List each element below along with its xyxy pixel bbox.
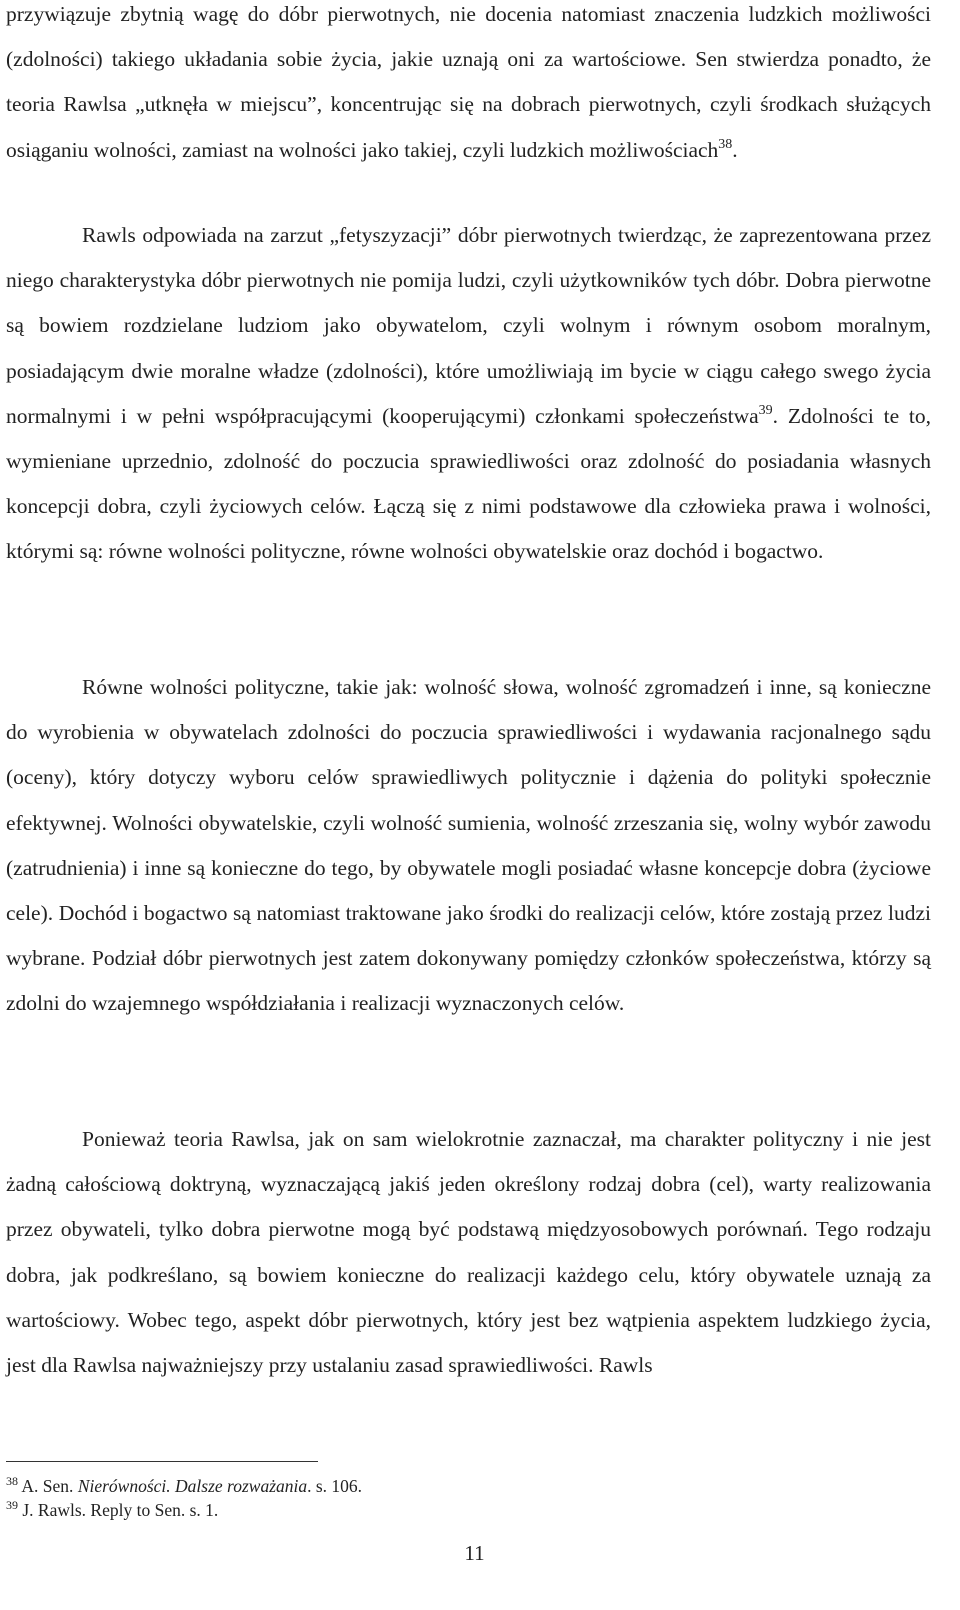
footnote-author: J. Rawls. Reply to Sen. s. 1. (22, 1500, 219, 1520)
paragraph-1 (6, 0, 931, 173)
footnote-separator (6, 1461, 318, 1462)
paragraph-text: przywiązuje zbytnią wagę do dóbr pierwotnych, nie docenia natomiast znaczenia ludzkich możliwości (zdolności) takiego układania sobie życia, jakie uznają oni za wartościowe. Sen stwierdza ponadto, że teoria Rawlsa „utknęła w miejscu”, koncentrując się na dobrach pierwotnych, czyli środkach służących osiąganiu wolności, zamiast na wolności jako takiej, czyli ludzkich możliwościach (6, 2, 931, 162)
footnote-title: Nierówności. Dalsze rozważania (77, 1476, 308, 1496)
paragraph-3: Równe wolności polityczne, takie jak: wolność słowa, wolność zgromadzeń i inne, są konieczne do wyrobienia w obywatelach zdolności do poczucia sprawiedliwości i wydawania racjonalnego sądu (oceny), który dotyczy wyboru celów sprawiedliwych politycznie i dążenia do polityki społecznie efektywnej. Wolności obywatelskie, czyli wolność sumienia, wolność zrzeszania się, wolny wybór zawodu (zatrudnienia) i inne są konieczne do tego, by obywatele mogli posiadać własne koncepcje dobra (życiowe cele). Dochód i bogactwo są natomiast traktowane jako środki do realizacji celów, które zostają przez ludzi wybrane. Podział dóbr pierwotnych jest zatem dokonywany pomiędzy członków społeczeństwa, którzy są zdolni do wzajemnego współdziałania i realizacji wyznaczonych celów. (6, 675, 931, 1016)
footnote-38 (6, 1475, 362, 1497)
paragraph-text: Rawls odpowiada na zarzut „fetyszyzacji” dóbr pierwotnych twierdząc, że zaprezentowana przez niego charakterystyka dóbr pierwotnych nie pomija ludzi, czyli użytkowników tych dóbr. Dobra pierwotne są bowiem rozdzielane ludziom jako obywatelom, czyli wolnym i równym osobom moralnym, posiadającym dwie moralne władze (zdolności), które umożliwiają im bycie w ciągu całego swego życia normalnymi i w pełni współpracującymi (kooperującymi) członkami społeczeństwa (6, 223, 931, 428)
footnote-author: A. Sen. (21, 1476, 78, 1496)
paragraph-4: Ponieważ teoria Rawlsa, jak on sam wielokrotnie zaznaczał, ma charakter polityczny i nie jest żadną całościową doktryną, wyznaczającą jakiś jeden określony rodzaj dobra (cel), warty realizowania przez obywateli, tylko dobra pierwotne mogą być podstawą międzyosobowych porównań. Tego rodzaju dobra, jak podkreślano, są bowiem konieczne do realizacji każdego celu, który obywatele uznają za wartościowy. Wobec tego, aspekt dóbr pierwotnych, który jest bez wątpienia aspektem ludzkiego życia, jest dla Rawlsa najważniejszy przy ustalaniu zasad sprawiedliwości. Rawls (6, 1127, 931, 1378)
paragraph-text: . Zdolności te to, wymieniane uprzednio, zdolność do poczucia sprawiedliwości oraz zdolność do posiadania własnych koncepcji dobra, czyli życiowych celów. Łączą się z nimi podstawowe dla człowieka prawa i wolności, którymi są: równe wolności polityczne, równe wolności obywatelskie oraz dochód i bogactwo. (6, 403, 931, 564)
footnote-ref-39[interactable]: 39 (758, 402, 773, 418)
paragraph-2 (6, 213, 931, 575)
footnote-number: 38 (6, 1474, 18, 1488)
paragraph-text: . (732, 137, 738, 162)
footnote-number: 39 (6, 1498, 18, 1512)
footnote-ref-38[interactable]: 38 (718, 136, 733, 152)
footnote-rest: . s. 106. (307, 1476, 363, 1496)
page-number: 11 (464, 1541, 485, 1565)
footnote-39 (6, 1499, 218, 1521)
